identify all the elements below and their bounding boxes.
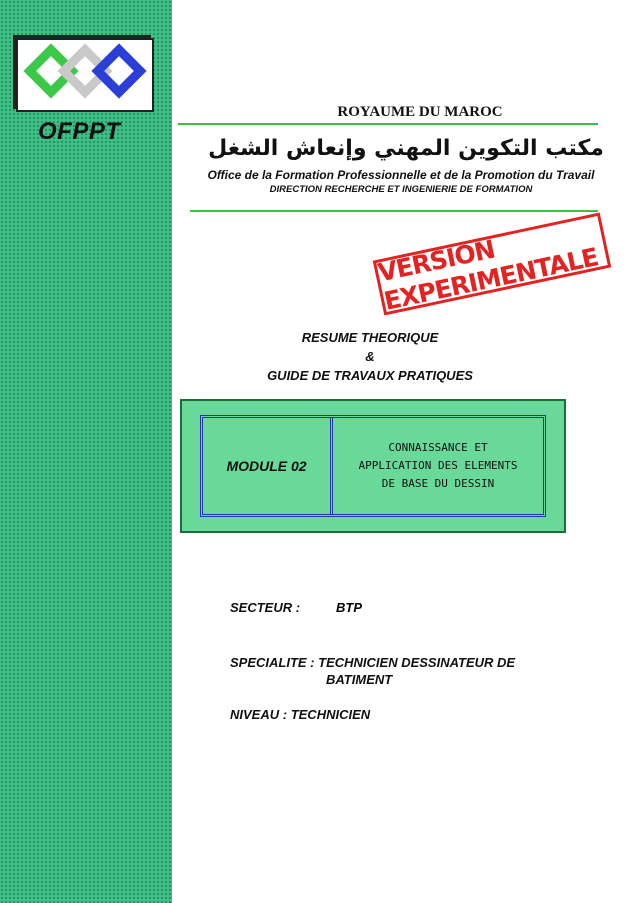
arabic-office-name: مكتب التكوين المهني وإنعاش الشغل xyxy=(208,136,604,161)
top-divider xyxy=(178,123,598,125)
module-number: MODULE 02 xyxy=(203,418,333,514)
header-divider xyxy=(190,210,598,212)
module-name-line-2: APPLICATION DES ELEMENTS xyxy=(358,459,518,472)
ofppt-logo-icon xyxy=(18,40,152,110)
module-name xyxy=(333,418,543,514)
title-ampersand: & xyxy=(365,349,375,364)
specialite-label: SPECIALITE : xyxy=(230,655,315,670)
kingdom-heading: ROYAUME DU MAROC xyxy=(337,104,503,120)
document-title xyxy=(180,328,560,385)
secteur-label: SECTEUR : xyxy=(230,600,301,615)
specialite-value-line-2: BATIMENT xyxy=(326,672,393,687)
title-line-1: RESUME THEORIQUE xyxy=(301,330,439,345)
module-name-line-3: DE BASE DU DESSIN xyxy=(381,477,495,490)
niveau-value: TECHNICIEN xyxy=(290,707,371,722)
ofppt-logo-text: OFPPT xyxy=(38,118,121,145)
module-name-line-1: CONNAISSANCE ET xyxy=(388,441,488,454)
module-frame xyxy=(200,415,546,517)
secteur-value: BTP xyxy=(336,600,362,615)
niveau-row xyxy=(230,707,370,722)
office-name: Office de la Formation Professionnelle et de la Promotion du Travail xyxy=(207,168,595,182)
module-box xyxy=(180,399,566,533)
direction-name: DIRECTION RECHERCHE ET INGENIERIE DE FORMATION xyxy=(269,184,533,195)
specialite-row xyxy=(230,655,515,670)
specialite-value-line-1: TECHNICIEN DESSINATEUR DE xyxy=(318,655,516,670)
version-stamp: VERSION EXPERIMENTALE xyxy=(373,212,612,315)
niveau-label: NIVEAU : xyxy=(230,707,288,722)
ofppt-logo xyxy=(16,38,154,112)
title-line-3: GUIDE DE TRAVAUX PRATIQUES xyxy=(267,368,473,383)
